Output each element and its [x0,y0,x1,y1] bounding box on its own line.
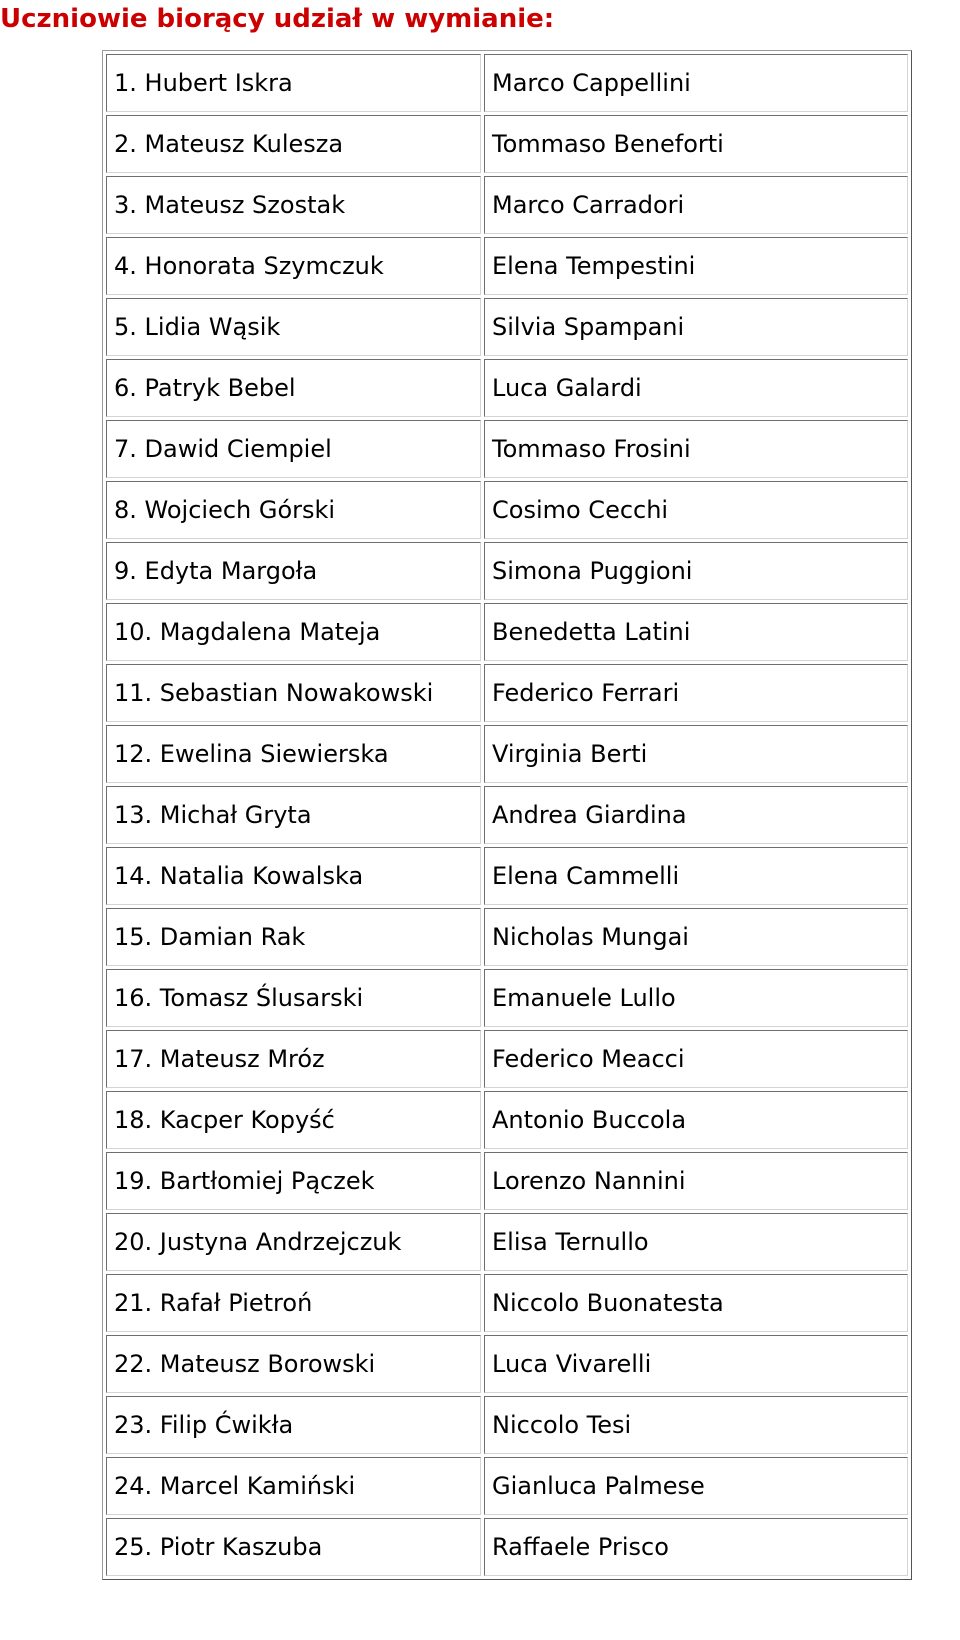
polish-student-cell: 3. Mateusz Szostak [106,176,481,234]
table-row [106,115,908,173]
italian-student-cell: Gianluca Palmese [484,1457,908,1515]
italian-student-cell: Emanuele Lullo [484,969,908,1027]
table-row [106,1335,908,1393]
polish-student-cell: 17. Mateusz Mróz [106,1030,481,1088]
participants-table [102,50,912,1580]
polish-student-cell: 12. Ewelina Siewierska [106,725,481,783]
table-row [106,420,908,478]
table-row [106,1091,908,1149]
table-row [106,54,908,112]
table-row [106,847,908,905]
italian-student-cell: Antonio Buccola [484,1091,908,1149]
table-row [106,542,908,600]
polish-student-cell: 1. Hubert Iskra [106,54,481,112]
italian-student-cell: Benedetta Latini [484,603,908,661]
table-row [106,1518,908,1576]
table-row [106,725,908,783]
table-row [106,1274,908,1332]
participants-table-body [106,54,908,1576]
polish-student-cell: 16. Tomasz Ślusarski [106,969,481,1027]
polish-student-cell: 19. Bartłomiej Pączek [106,1152,481,1210]
polish-student-cell: 13. Michał Gryta [106,786,481,844]
italian-student-cell: Nicholas Mungai [484,908,908,966]
polish-student-cell: 2. Mateusz Kulesza [106,115,481,173]
polish-student-cell: 23. Filip Ćwikła [106,1396,481,1454]
polish-student-cell: 25. Piotr Kaszuba [106,1518,481,1576]
table-row [106,603,908,661]
table-row [106,237,908,295]
table-row [106,786,908,844]
table-row [106,1213,908,1271]
polish-student-cell: 18. Kacper Kopyść [106,1091,481,1149]
italian-student-cell: Niccolo Buonatesta [484,1274,908,1332]
italian-student-cell: Luca Galardi [484,359,908,417]
italian-student-cell: Federico Ferrari [484,664,908,722]
polish-student-cell: 22. Mateusz Borowski [106,1335,481,1393]
polish-student-cell: 24. Marcel Kamiński [106,1457,481,1515]
polish-student-cell: 7. Dawid Ciempiel [106,420,481,478]
italian-student-cell: Virginia Berti [484,725,908,783]
italian-student-cell: Elisa Ternullo [484,1213,908,1271]
table-row [106,176,908,234]
polish-student-cell: 6. Patryk Bebel [106,359,481,417]
polish-student-cell: 21. Rafał Pietroń [106,1274,481,1332]
table-row [106,1396,908,1454]
italian-student-cell: Cosimo Cecchi [484,481,908,539]
italian-student-cell: Elena Tempestini [484,237,908,295]
italian-student-cell: Niccolo Tesi [484,1396,908,1454]
italian-student-cell: Marco Cappellini [484,54,908,112]
italian-student-cell: Lorenzo Nannini [484,1152,908,1210]
polish-student-cell: 10. Magdalena Mateja [106,603,481,661]
table-row [106,1457,908,1515]
page-heading: Uczniowie biorący udział w wymianie: [0,4,555,34]
table-row [106,969,908,1027]
table-row [106,664,908,722]
italian-student-cell: Tommaso Frosini [484,420,908,478]
italian-student-cell: Raffaele Prisco [484,1518,908,1576]
italian-student-cell: Luca Vivarelli [484,1335,908,1393]
italian-student-cell: Tommaso Beneforti [484,115,908,173]
italian-student-cell: Marco Carradori [484,176,908,234]
polish-student-cell: 20. Justyna Andrzejczuk [106,1213,481,1271]
italian-student-cell: Andrea Giardina [484,786,908,844]
table-row [106,908,908,966]
polish-student-cell: 15. Damian Rak [106,908,481,966]
polish-student-cell: 5. Lidia Wąsik [106,298,481,356]
table-row [106,481,908,539]
italian-student-cell: Silvia Spampani [484,298,908,356]
italian-student-cell: Elena Cammelli [484,847,908,905]
italian-student-cell: Simona Puggioni [484,542,908,600]
table-row [106,298,908,356]
italian-student-cell: Federico Meacci [484,1030,908,1088]
polish-student-cell: 4. Honorata Szymczuk [106,237,481,295]
polish-student-cell: 9. Edyta Margoła [106,542,481,600]
table-row [106,1030,908,1088]
table-row [106,359,908,417]
table-row [106,1152,908,1210]
polish-student-cell: 8. Wojciech Górski [106,481,481,539]
polish-student-cell: 14. Natalia Kowalska [106,847,481,905]
polish-student-cell: 11. Sebastian Nowakowski [106,664,481,722]
